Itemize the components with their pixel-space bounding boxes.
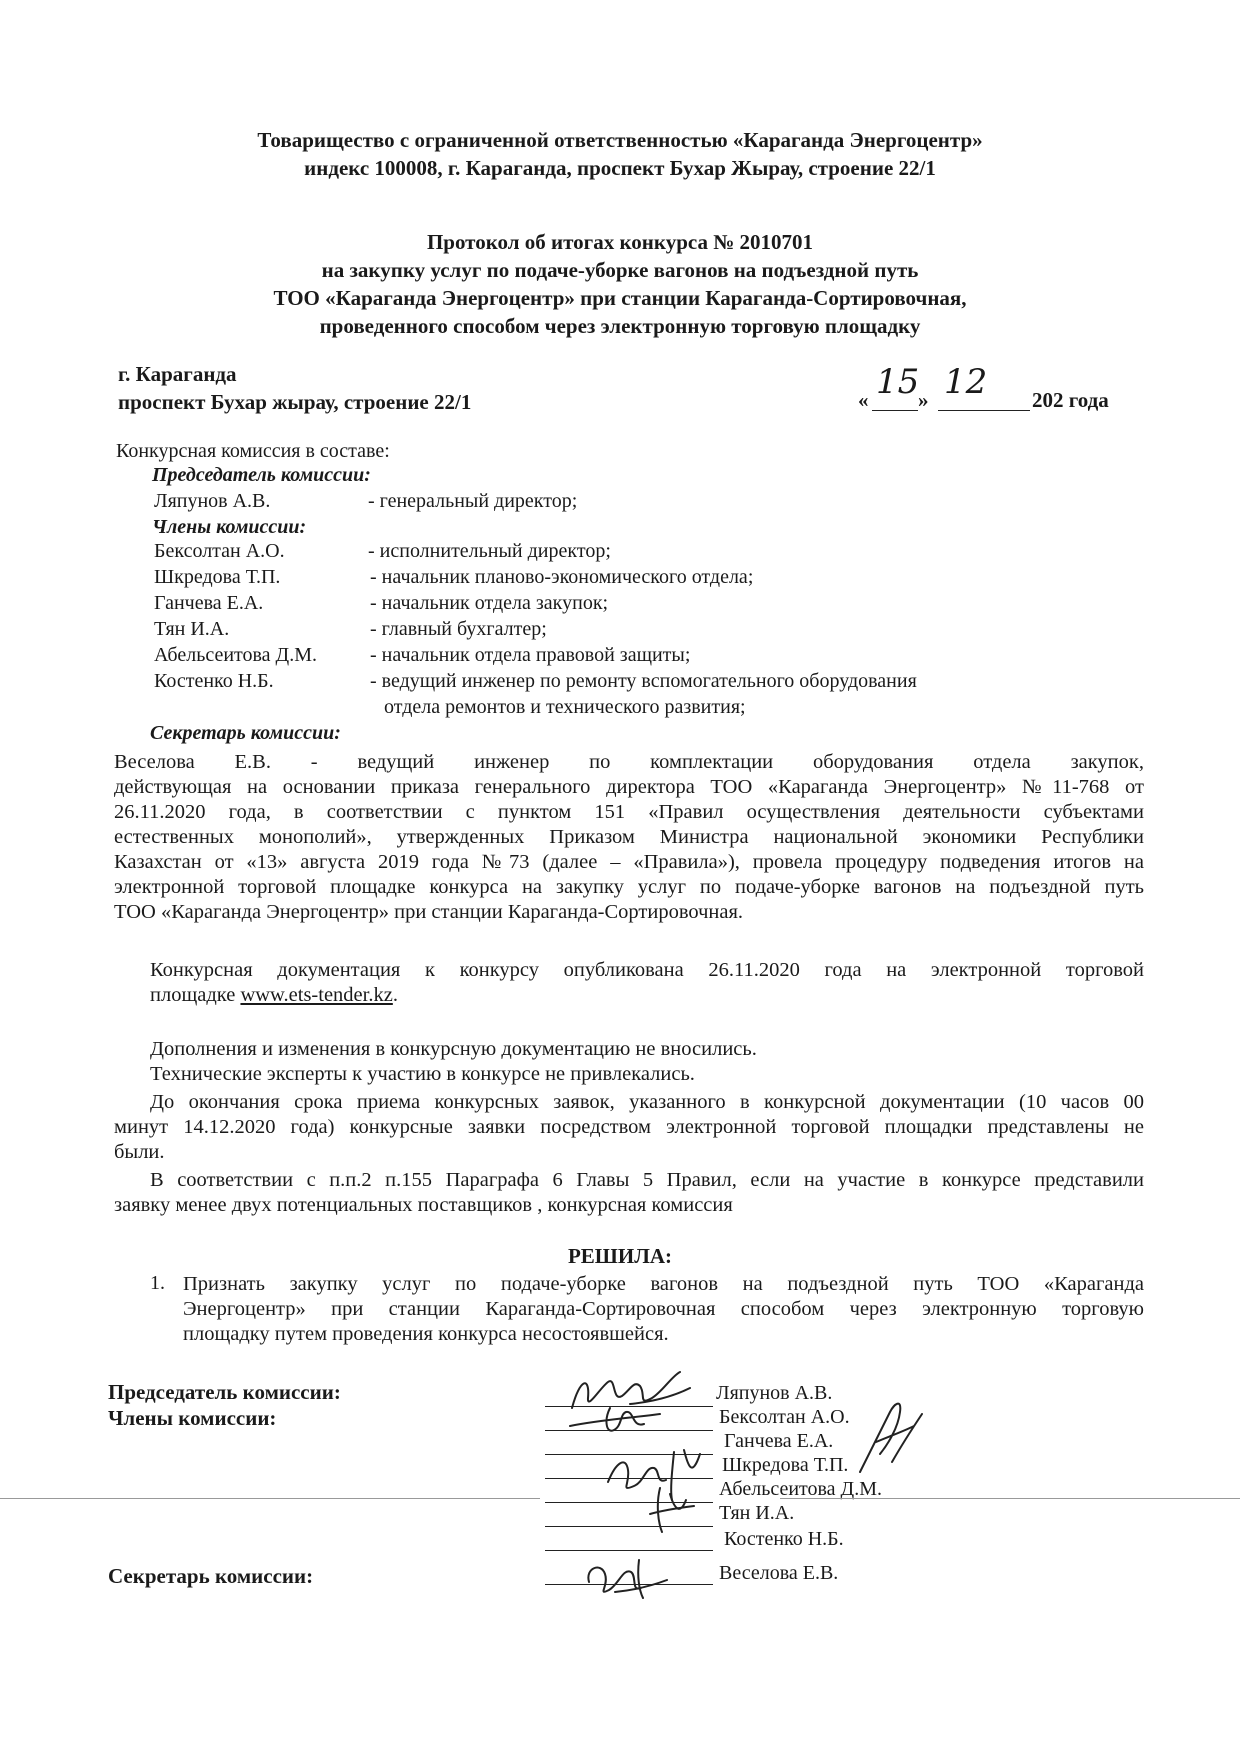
date-day: 15 [876, 362, 920, 402]
decision-line: площадку путем проведения конкурса несостоявшейся. [183, 1323, 669, 1345]
place-address: проспект Бухар жырау, строение 22/1 [118, 390, 472, 414]
member-role: - начальник отдела закупок; [370, 592, 609, 614]
protocol-date [858, 362, 1118, 412]
member-name: Тян И.А. [154, 618, 230, 640]
org-address: индекс 100008, г. Караганда, проспект Бухар Жырау, строение 22/1 [304, 156, 936, 180]
paragraph-line: До окончания срока приема конкурсных заявок, указанного в конкурсной документации (10 часов 00 [150, 1091, 1144, 1113]
signatory-name: Веселова Е.В. [719, 1562, 839, 1584]
member-role: - исполнительный директор; [368, 540, 611, 562]
paragraph-line: Конкурсная документация к конкурсу опубликована 26.11.2020 года на электронной торговой [150, 959, 1144, 981]
decision-line: Энергоцентр» при станции Караганда-Сортировочная способом через электронную торговую [183, 1298, 1144, 1320]
paragraph-text: . [392, 984, 398, 1006]
signature-beksoltan [560, 1400, 680, 1440]
paragraph-line: действующая на основании приказа генерального директора ТОО «Караганда Энергоцентр» №11-768 от [114, 776, 1144, 798]
paragraph-line: минут 14.12.2020 года) конкурсные заявки посредством электронной торговой площадки представлены не [114, 1116, 1144, 1138]
sign-chairman-label: Председатель комиссии: [108, 1380, 341, 1404]
date-month: 12 [944, 362, 988, 402]
paragraph-line: заявку менее двух потенциальных поставщиков , конкурсная комиссия [114, 1194, 733, 1216]
documentation-published [150, 983, 1144, 1008]
member-name: Костенко Н.Б. [154, 670, 274, 692]
member-role: - главный бухгалтер; [370, 618, 547, 640]
protocol-subtitle-1: на закупку услуг по подаче-уборке вагонов на подъездной путь [321, 258, 919, 282]
sign-secretary-label: Секретарь комиссии: [108, 1564, 314, 1588]
member-role: - начальник планово-экономического отдела; [370, 566, 754, 588]
member-name: Ганчева Е.А. [154, 592, 264, 614]
chairman-role: - генеральный директор; [368, 490, 578, 512]
signatory-name: Бексолтан А.О. [719, 1406, 850, 1428]
protocol-subtitle-3: проведенного способом через электронную торговую площадку [319, 314, 921, 338]
secretary-label: Секретарь комиссии: [150, 722, 341, 744]
paragraph-text: площадке [150, 984, 241, 1006]
paragraph-line: были. [114, 1141, 165, 1163]
member-name: Бексолтан А.О. [154, 540, 285, 562]
signatory-name: Ляпунов А.В. [716, 1382, 833, 1404]
member-name: Шкредова Т.П. [154, 566, 281, 588]
signatory-name: Абельсеитова Д.М. [719, 1478, 882, 1500]
paragraph-line: электронной торговой площадке конкурса на закупку услуг по подаче-уборке вагонов на подъездной путь [114, 876, 1144, 898]
member-role: - ведущий инженер по ремонту вспомогательного оборудования [370, 670, 917, 692]
signatory-name: Тян И.А. [719, 1502, 795, 1524]
paragraph-line: ТОО «Караганда Энергоцентр» при станции Караганда-Сортировочная. [114, 901, 744, 923]
paragraph-line: 26.11.2020 года, в соответствии с пунктом 151 «Правил осуществления деятельности субъектами [114, 801, 1144, 823]
member-role-continuation: отдела ремонтов и технического развития; [384, 696, 746, 718]
signature-gancheva [840, 1392, 940, 1482]
decision-number: 1. [150, 1272, 165, 1294]
date-year: 202 года [1032, 388, 1109, 412]
signatory-name: Костенко Н.Б. [724, 1528, 844, 1550]
amendments-note: Дополнения и изменения в конкурсную документацию не вносились. [150, 1038, 757, 1060]
sign-members-label: Члены комиссии: [108, 1406, 277, 1430]
signatory-name: Ганчева Е.А. [724, 1430, 834, 1452]
secretary-line: Веселова Е.В. - ведущий инженер по комплектации оборудования отдела закупок, [114, 751, 1144, 773]
member-name: Абельсеитова Д.М. [154, 644, 317, 666]
commission-intro: Конкурсная комиссия в составе: [116, 440, 390, 462]
paragraph-line: В соответствии с п.п.2 п.155 Параграфа 6 Главы 5 Правил, если на участие в конкурсе представили [150, 1169, 1144, 1191]
org-name: Товарищество с ограниченной ответственностью «Караганда Энергоцентр» [257, 128, 983, 152]
ets-tender-link[interactable]: www.ets-tender.kz [240, 984, 393, 1006]
chairman-label: Председатель комиссии: [152, 464, 371, 486]
paragraph-line: естественных монополий», утвержденных Приказом Министра национальной экономики Республики [114, 826, 1144, 848]
member-role: - начальник отдела правовой защиты; [370, 644, 691, 666]
date-close-quote: » [918, 388, 929, 412]
signature-abelseitova [640, 1480, 710, 1540]
protocol-subtitle-2: ТОО «Караганда Энергоцентр» при станции Караганда-Сортировочная, [273, 286, 967, 310]
paragraph-line: Казахстан от «13» августа 2019 года №73 (далее – «Правила»), провела процедуру подведения итогов на [114, 851, 1144, 873]
decision-line: Признать закупку услуг по подаче-уборке вагонов на подъездной путь ТОО «Караганда [183, 1273, 1144, 1295]
chairman-name: Ляпунов А.В. [154, 490, 271, 512]
place-city: г. Караганда [118, 362, 237, 386]
signatory-name: Шкредова Т.П. [722, 1454, 849, 1476]
experts-note: Технические эксперты к участию в конкурсе не привлекались. [150, 1063, 695, 1085]
protocol-title: Протокол об итогах конкурса № 2010701 [426, 230, 814, 254]
date-open-quote: « [858, 388, 869, 412]
decision-title: РЕШИЛА: [567, 1244, 673, 1268]
members-label: Члены комиссии: [152, 516, 307, 538]
signature-veselova [575, 1552, 675, 1602]
